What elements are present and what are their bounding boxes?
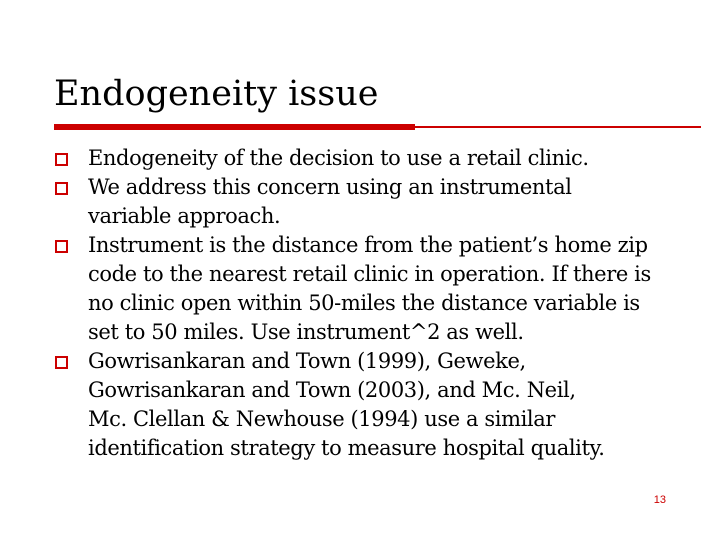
title-underline-thick — [54, 124, 415, 130]
bullet-line: Gowrisankaran and Town (1999), Geweke, — [88, 349, 526, 373]
hollow-square-bullet-icon — [55, 182, 68, 195]
bullet-line: Instrument is the distance from the patient’s home zip — [88, 233, 648, 257]
hollow-square-bullet-icon — [55, 240, 68, 253]
bullet-text — [88, 144, 667, 173]
bullet-line: code to the nearest retail clinic in operation. If there is — [88, 262, 651, 286]
hollow-square-bullet-icon — [55, 356, 68, 369]
bullet-line: Mc. Clellan & Newhouse (1994) use a similar — [88, 407, 555, 431]
bullet-item — [52, 144, 667, 173]
title-underline-thin — [415, 126, 701, 128]
page-number: 13 — [653, 494, 666, 506]
bullet-item — [52, 231, 667, 347]
bullet-line: Endogeneity of the decision to use a retail clinic. — [88, 146, 589, 170]
bullet-item — [52, 173, 667, 231]
bullet-line: no clinic open within 50-miles the distance variable is — [88, 291, 640, 315]
hollow-square-bullet-icon — [55, 153, 68, 166]
bullet-line: set to 50 miles. Use instrument^2 as well. — [88, 320, 524, 344]
bullet-text — [88, 173, 667, 231]
bullet-item — [52, 347, 667, 463]
bullet-text — [88, 347, 667, 463]
bullet-text — [88, 231, 667, 347]
bullet-line: We address this concern using an instrumental — [88, 175, 572, 199]
bullet-line: identification strategy to measure hospital quality. — [88, 436, 605, 460]
bullet-line: Gowrisankaran and Town (2003), and Mc. Neil, — [88, 378, 576, 402]
slide-title: Endogeneity issue — [54, 74, 379, 114]
bullet-line: variable approach. — [88, 204, 281, 228]
bullet-list — [52, 144, 667, 463]
